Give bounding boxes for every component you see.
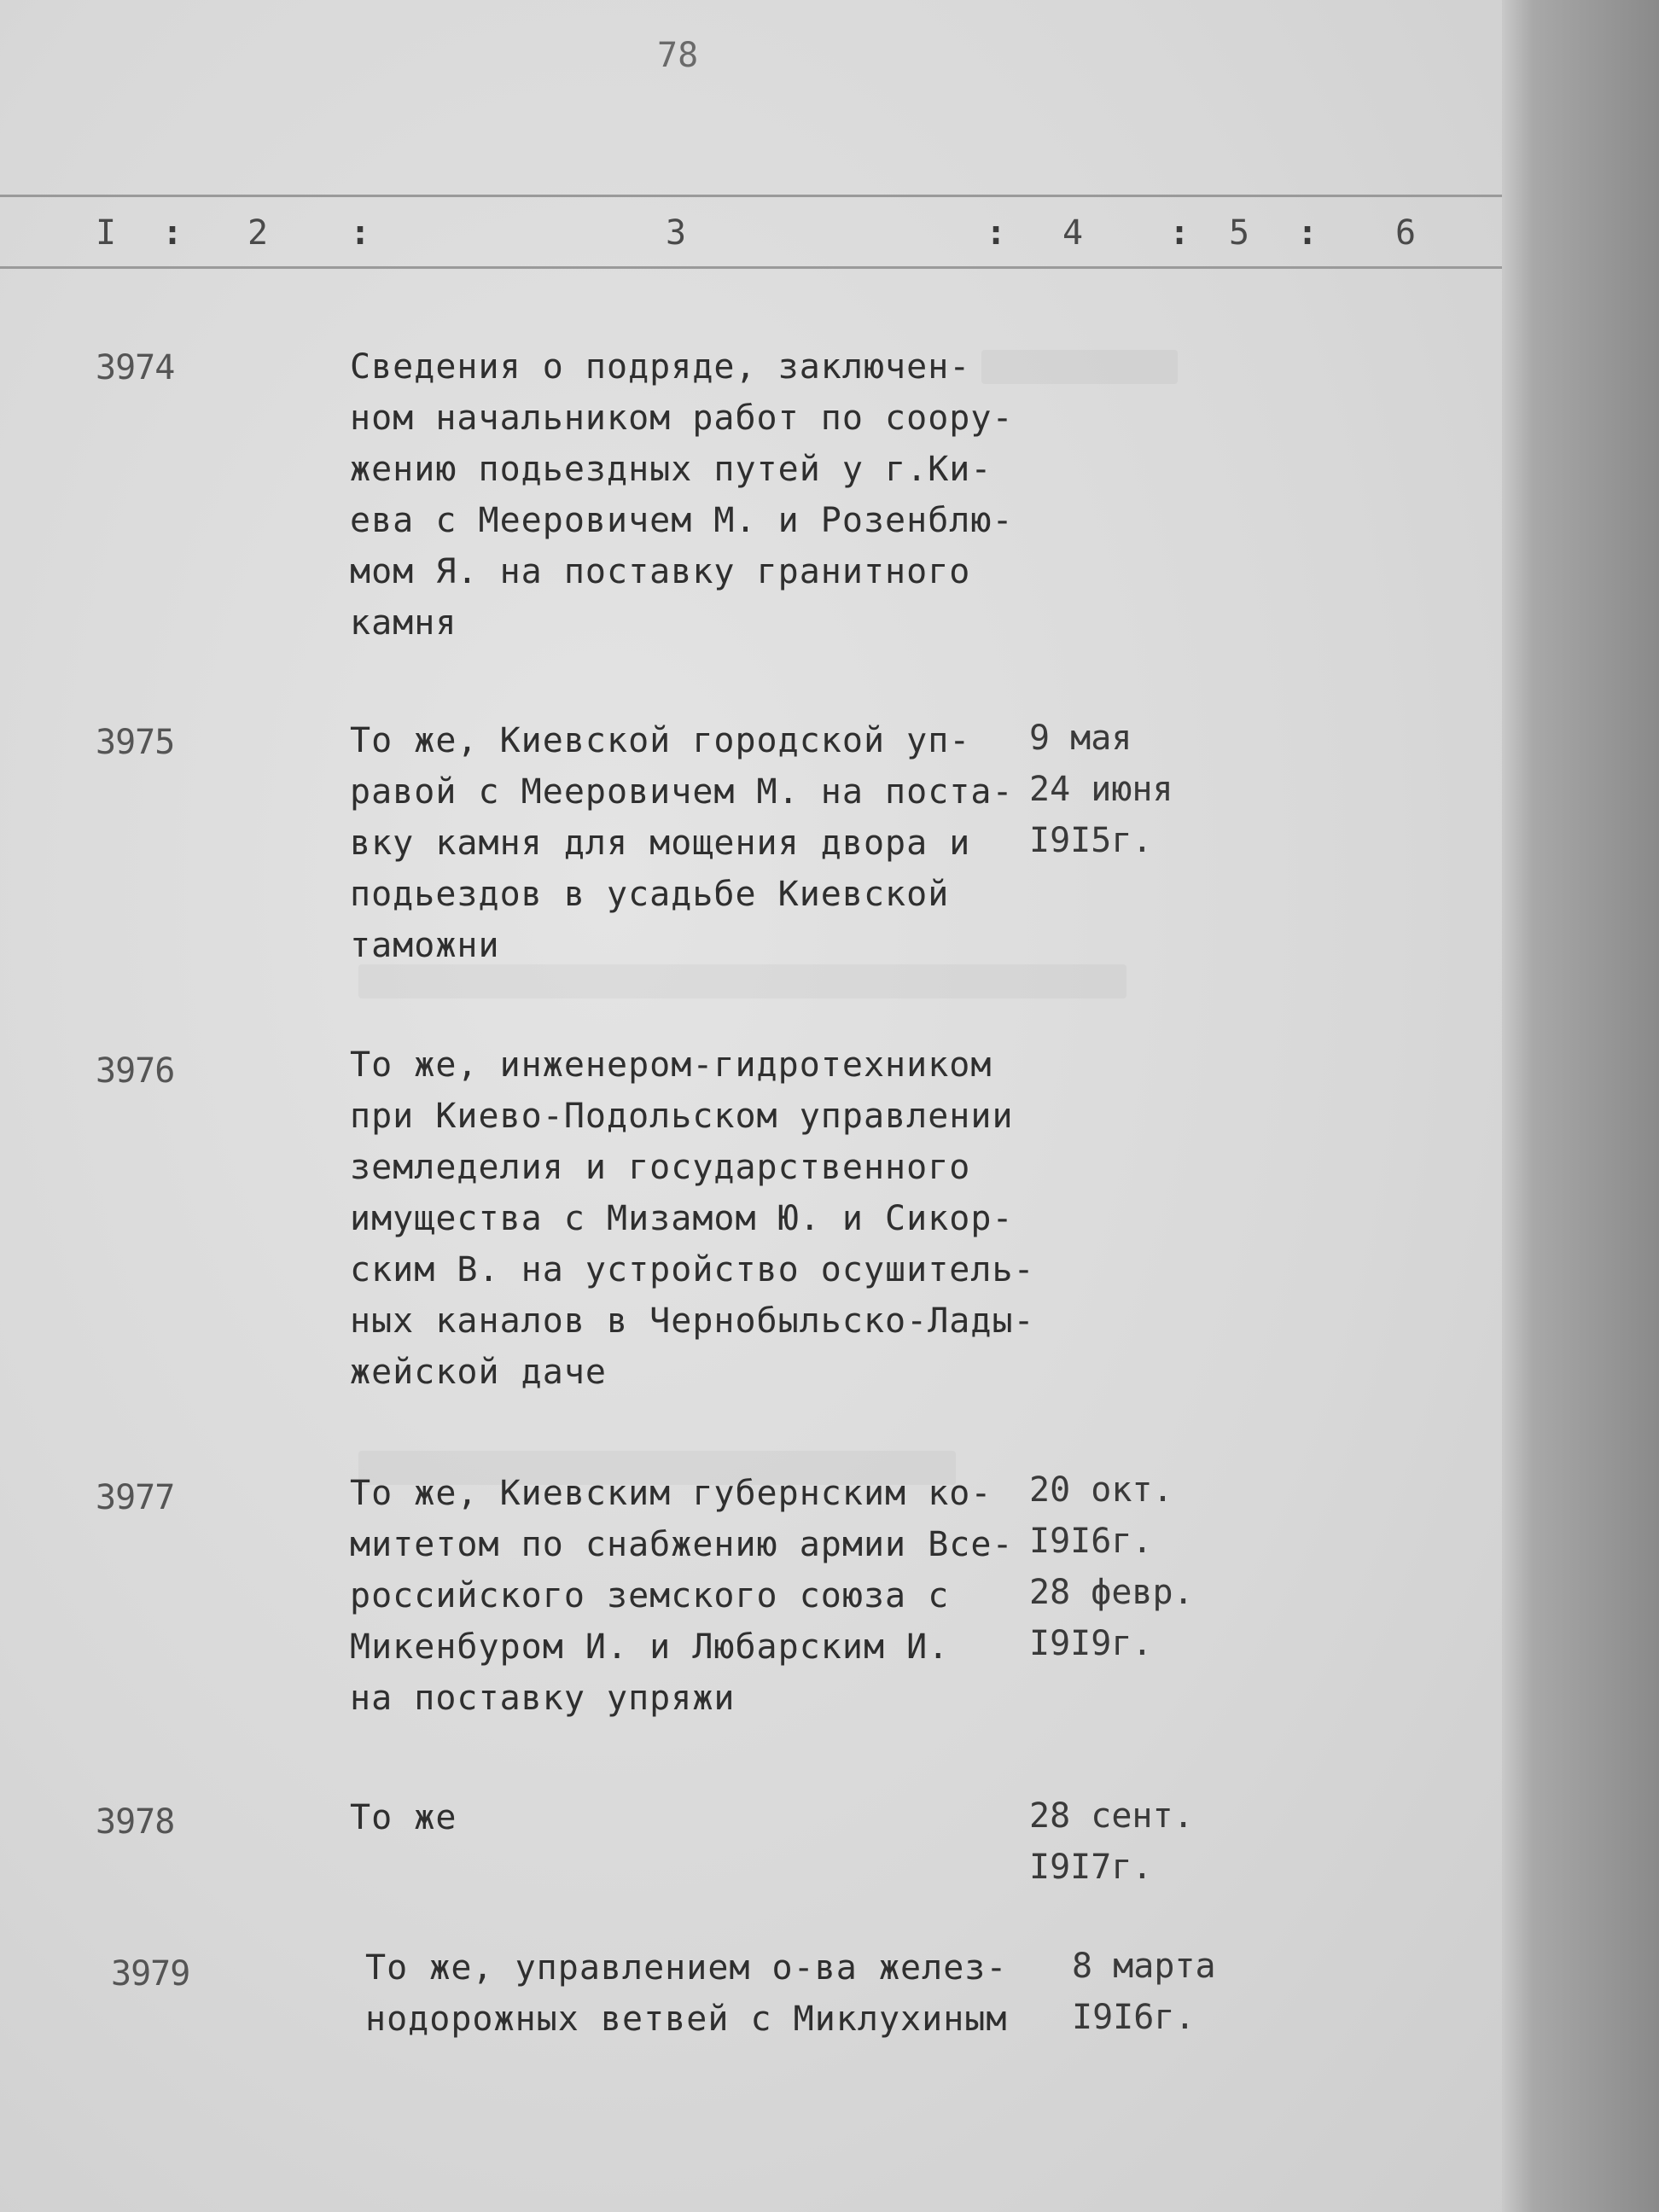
page-number: 78 [657,36,699,75]
page-edge-shadow [1502,0,1659,2212]
entry-dates: 8 марта I9I6г. [1072,1947,1216,2037]
column-header-5: 5 [1229,213,1250,253]
entry-description: Сведения о подряде, заключен- ном начальником работ по соору- жению подьездных путей у г.Ки- ева с Мееровичем М. и Розенблю- мом Я. на поставку гранитного камня [350,347,1014,643]
entry-number: 3976 [96,1051,175,1091]
column-header-4: 4 [1062,213,1084,253]
column-separator: : [1169,213,1190,253]
column-separator: : [986,213,1007,253]
column-header-1: I [96,213,117,253]
column-header-6: 6 [1395,213,1417,253]
entry-number: 3974 [96,348,175,387]
header-rule-bottom [0,266,1519,269]
entry-description: То же, инженером-гидротехником при Киево-Подольском управлении земледелия и государственного имущества с Мизамом Ю. и Сикор- ским В. на устройство осушитель- ных каналов в Чернобыльско-Лады- жейской даче [350,1045,1035,1392]
column-header-2: 2 [247,213,269,253]
entry-number: 3975 [96,723,175,762]
column-header-3: 3 [666,213,687,253]
entry-number: 3978 [96,1802,175,1842]
entry-description: То же, Киевской городской уп- равой с Мееровичем М. на поста- вку камня для мощения двора и подьездов в усадьбе Киевской таможни [350,721,1014,965]
entry-dates: 28 сент. I9I7г. [1029,1796,1194,1887]
entry-description: То же, управлением о-ва желез- нодорожных ветвей с Миклухиным [365,1948,1008,2039]
entry-description: То же, Киевским губернским ко- митетом по снабжению армии Все- российского земского союза с Микенбуром И. и Любарским И. на поставку упряжи [350,1474,1014,1718]
column-separator: : [350,213,371,253]
header-rule-top [0,195,1519,197]
entry-dates: 9 мая 24 июня I9I5г. [1029,719,1173,860]
entry-number: 3979 [111,1954,190,1994]
entry-number: 3977 [96,1478,175,1517]
entry-dates: 20 окт. I9I6г. 28 февр. I9I9г. [1029,1470,1194,1663]
entry-description: То же [350,1798,457,1837]
column-separator: : [1297,213,1318,253]
column-separator: : [162,213,183,253]
